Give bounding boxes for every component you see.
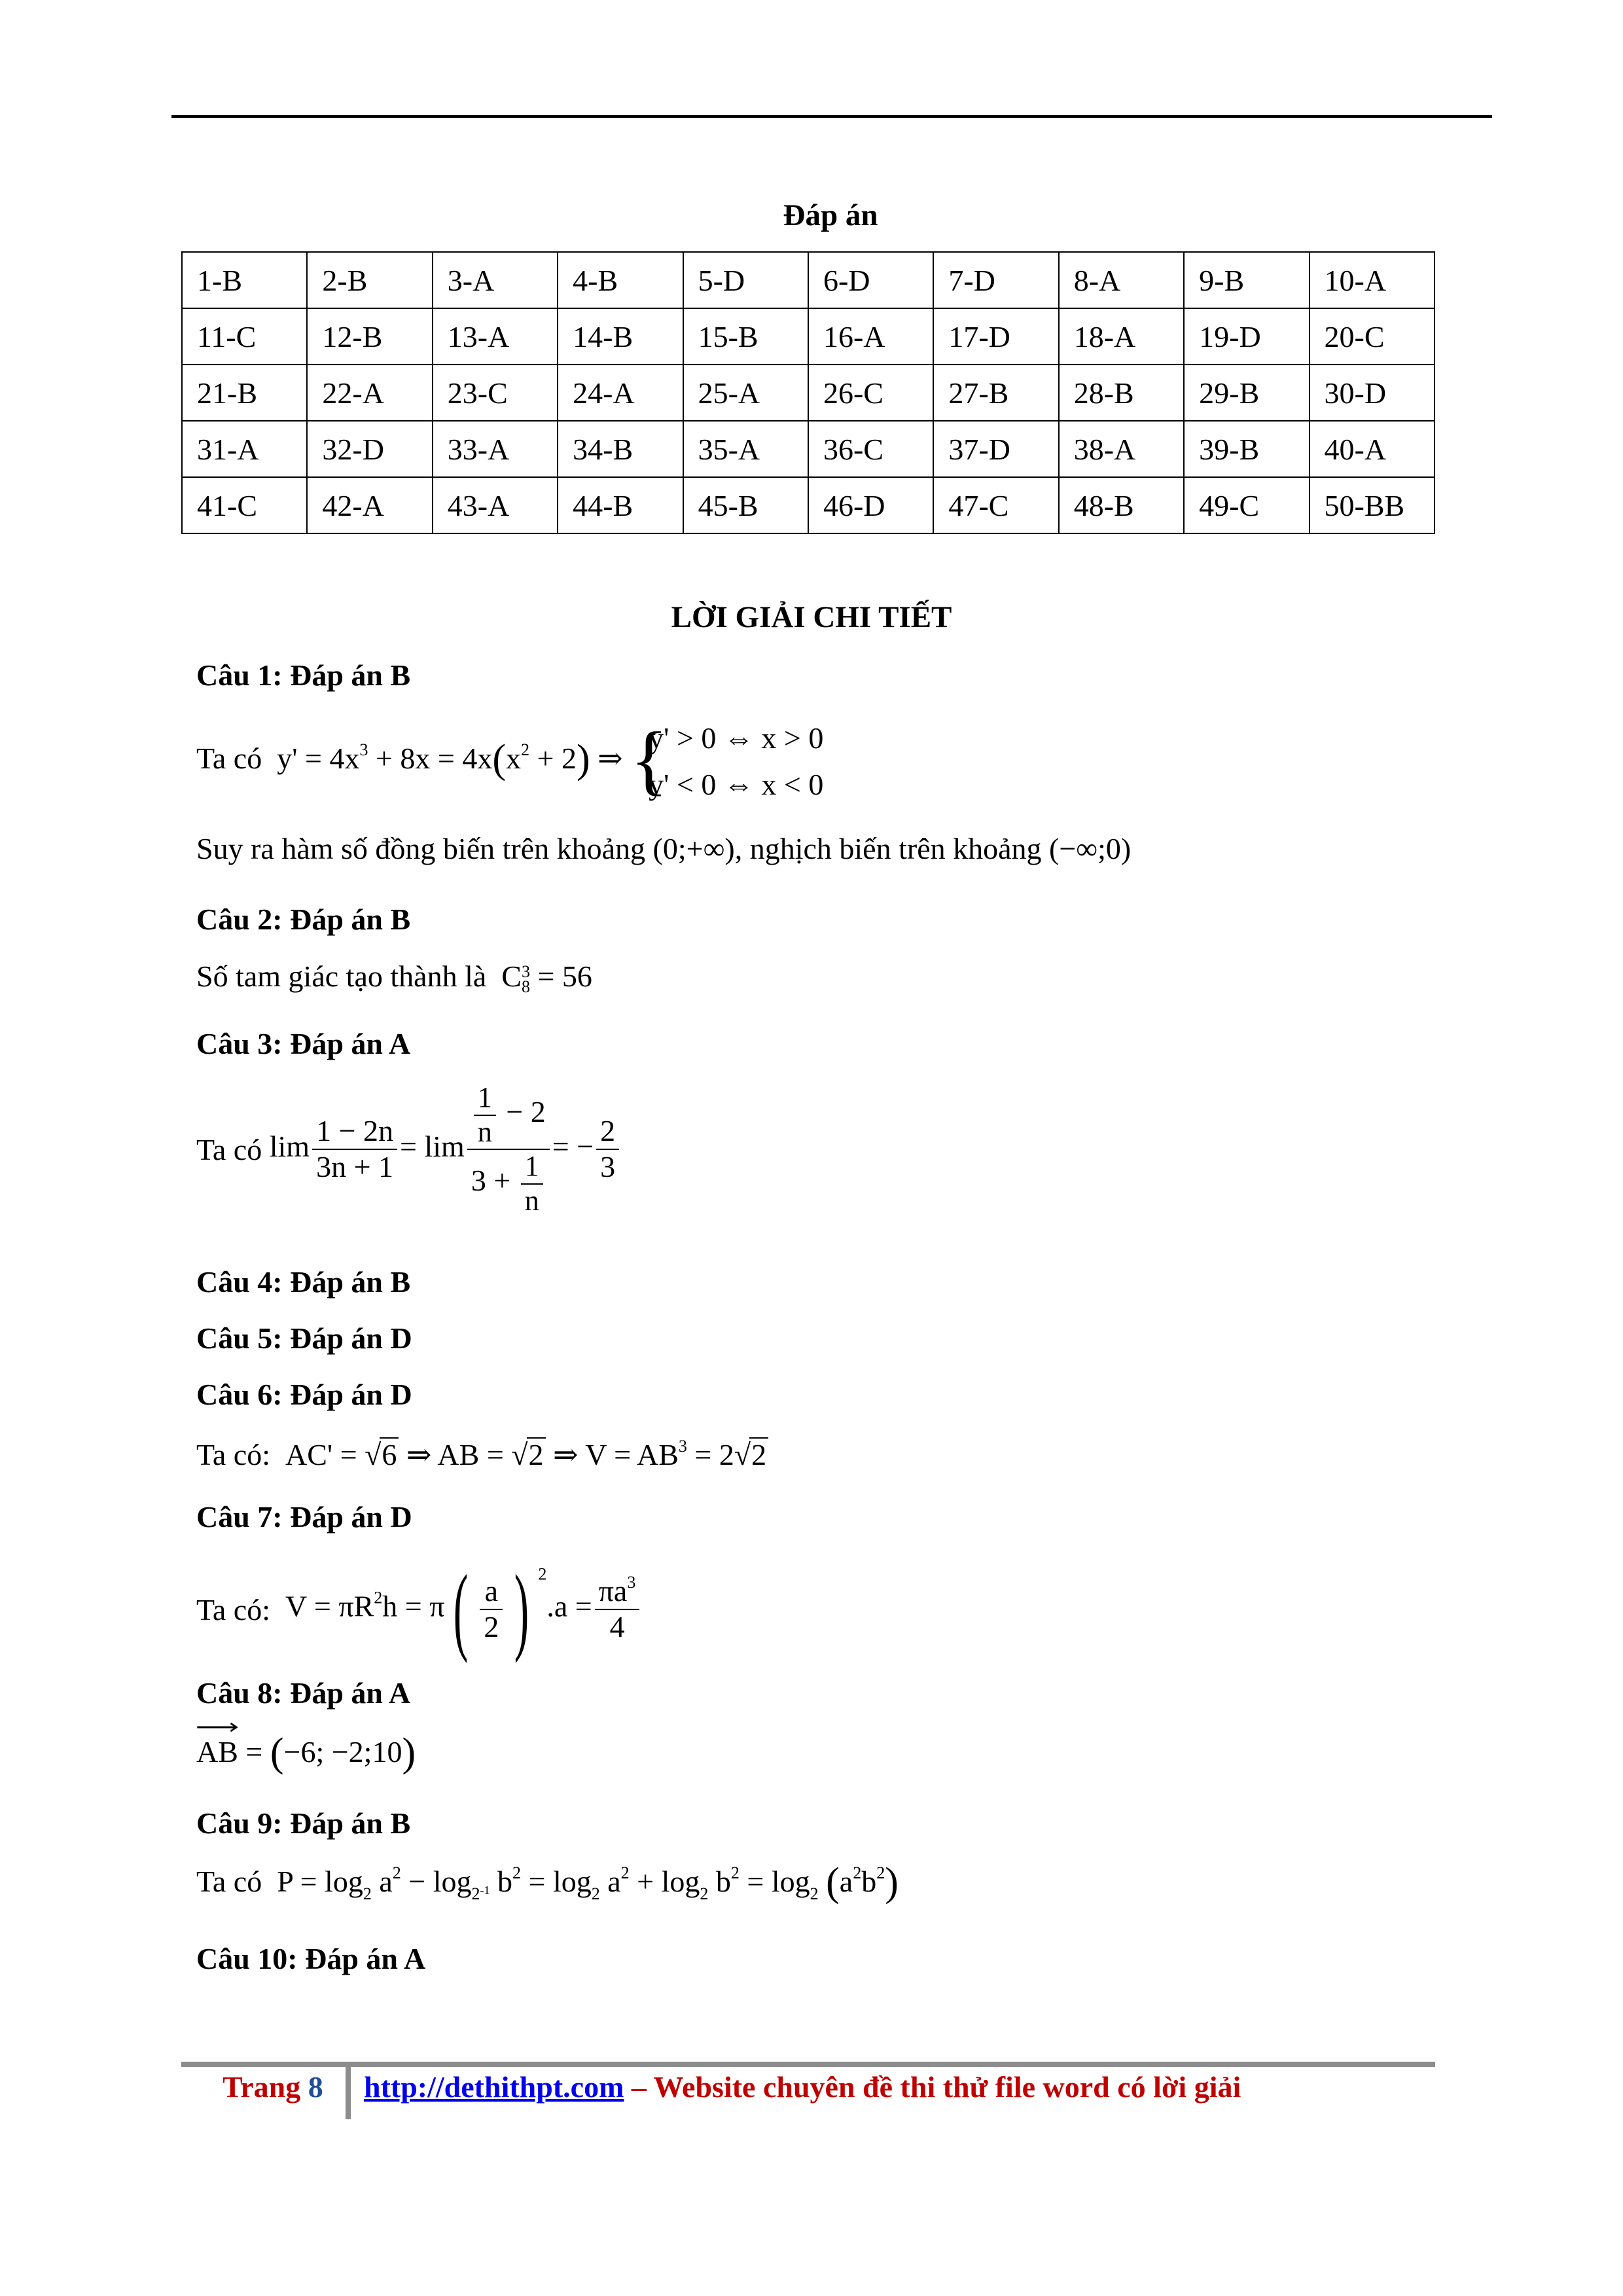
question-3-heading: Câu 3: Đáp án A <box>196 1027 411 1060</box>
answer-row <box>182 308 1435 365</box>
question-6-line <box>196 1437 768 1472</box>
answer-cell: 8-A <box>1059 252 1184 308</box>
answer-cell: 12-B <box>307 308 432 365</box>
answer-cell: 42-A <box>307 477 432 533</box>
q1-system-row-negative: y' < 0 ⇔ x < 0 <box>649 768 824 802</box>
answer-cell: 4-B <box>558 252 683 308</box>
question-3-limit-line <box>196 1081 622 1217</box>
footer-tagline: – Website chuyên đề thi thử file word có lời giải <box>624 2070 1241 2104</box>
answer-cell: 10-A <box>1310 252 1435 308</box>
footer-page-indicator <box>223 2070 323 2104</box>
answer-row <box>182 252 1435 308</box>
answer-cell: 44-B <box>558 477 683 533</box>
answer-cell: 47-C <box>933 477 1058 533</box>
answer-row <box>182 477 1435 533</box>
answer-cell: 33-A <box>433 421 558 477</box>
answer-cell: 15-B <box>683 308 808 365</box>
answer-cell: 48-B <box>1059 477 1184 533</box>
q3-limit-formula: lim $\frac{1 - 2n}{3n + 1}$ = lim $\frac{1}{n}$ − 2 3 + $\frac{1}{n}$ = − $\frac{2}{3}$ <box>270 1081 622 1217</box>
answer-cell: 5-D <box>683 252 808 308</box>
answer-cell: 14-B <box>558 308 683 365</box>
question-6-heading: Câu 6: Đáp án D <box>196 1378 412 1411</box>
answer-cell: 3-A <box>433 252 558 308</box>
answer-cell: 18-A <box>1059 308 1184 365</box>
answer-cell: 38-A <box>1059 421 1184 477</box>
q1-conclusion-dec: , nghịch biến trên khoảng <box>734 832 1042 865</box>
answer-cell: 29-B <box>1184 365 1309 421</box>
answer-cell: 17-D <box>933 308 1058 365</box>
answer-cell: 2-B <box>307 252 432 308</box>
question-9-line <box>196 1860 899 1905</box>
ta-co-label: Ta có <box>196 741 262 775</box>
footer-separator <box>346 2067 351 2119</box>
question-1-heading: Câu 1: Đáp án B <box>196 658 411 692</box>
q8-vector-formula: AB = (−6; −2;10) <box>196 1735 416 1768</box>
question-1-conclusion <box>196 831 1131 866</box>
q9-log-formula: $P = \log_2 a^2 - \log_{2^{-1}} b^2 = \log_2 a^2 + \log_2 b^2 = \log_2 (a^2b^2)$ <box>269 1860 899 1905</box>
answer-cell: 19-D <box>1184 308 1309 365</box>
q1-system-row-positive: y' > 0 ⇔ x > 0 <box>649 721 824 755</box>
q1-conclusion-inc: Suy ra hàm số đồng biến trên khoảng <box>196 832 646 865</box>
q7-cylinder-volume-formula: $V = \pi R^2h = \pi$( $\frac{a}{2}$ ) $^2$.a = $\frac{\pi a^3}{4}$ <box>278 1560 643 1659</box>
answer-cell: 24-A <box>558 365 683 421</box>
answer-cell: 40-A <box>1310 421 1435 477</box>
answer-cell: 35-A <box>683 421 808 477</box>
footer-link[interactable]: http://dethithpt.com <box>364 2070 624 2104</box>
answer-cell: 21-B <box>182 365 307 421</box>
question-4-heading: Câu 4: Đáp án B <box>196 1265 411 1299</box>
answer-cell: 9-B <box>1184 252 1309 308</box>
answer-cell: 25-A <box>683 365 808 421</box>
answer-cell: 37-D <box>933 421 1058 477</box>
question-2-line <box>196 959 592 995</box>
question-2-heading: Câu 2: Đáp án B <box>196 903 411 936</box>
ta-co-label: Ta có <box>196 1865 262 1898</box>
answer-cell: 49-C <box>1184 477 1309 533</box>
footer-page-number: 8 <box>308 2070 323 2104</box>
answer-cell: 27-B <box>933 365 1058 421</box>
q1-derivative-formula: $y' = 4x^3 + 8x = 4x(x^2 + 2)$ ⇒ <box>269 736 631 781</box>
question-7-heading: Câu 7: Đáp án D <box>196 1500 412 1534</box>
question-10-heading: Câu 10: Đáp án A <box>196 1942 426 1975</box>
footer-page-label: Trang <box>223 2070 301 2104</box>
answer-cell: 13-A <box>433 308 558 365</box>
answer-cell: 16-A <box>808 308 933 365</box>
header-rule <box>171 115 1492 118</box>
question-8-heading: Câu 8: Đáp án A <box>196 1676 411 1710</box>
answer-cell: 26-C <box>808 365 933 421</box>
answer-cell: 23-C <box>433 365 558 421</box>
ta-co-colon-label: Ta có: <box>196 1438 271 1471</box>
answer-cell: 41-C <box>182 477 307 533</box>
answer-cell: 50-BB <box>1310 477 1435 533</box>
q2-text: Số tam giác tạo thành là <box>196 960 487 993</box>
ta-co-label: Ta có <box>196 1132 262 1166</box>
answer-cell: 7-D <box>933 252 1058 308</box>
q6-cube-formula: AC' = √6 ⇒ AB = √2 ⇒ $V = AB^3 = 2√2$ <box>278 1438 769 1471</box>
answer-cell: 32-D <box>307 421 432 477</box>
answer-cell: 30-D <box>1310 365 1435 421</box>
answer-cell: 20-C <box>1310 308 1435 365</box>
answer-row <box>182 365 1435 421</box>
footer-rule <box>181 2062 1435 2067</box>
q1-sign-system: { y' > 0 ⇔ x > 0 y' < 0 ⇔ x < 0 <box>630 715 823 808</box>
question-1-derivative-line <box>196 715 823 808</box>
answer-cell: 43-A <box>433 477 558 533</box>
answer-cell: 39-B <box>1184 421 1309 477</box>
footer-website <box>364 2070 1241 2104</box>
question-9-heading: Câu 9: Đáp án B <box>196 1806 411 1840</box>
question-5-heading: Câu 5: Đáp án D <box>196 1321 412 1355</box>
question-7-line <box>196 1555 642 1664</box>
answer-cell: 1-B <box>182 252 307 308</box>
q2-combination-formula: C 3 8 = 56 <box>493 960 592 997</box>
answer-title: Đáp án <box>783 198 878 232</box>
answer-cell: 46-D <box>808 477 933 533</box>
answer-cell: 45-B <box>683 477 808 533</box>
answer-cell: 28-B <box>1059 365 1184 421</box>
answer-row <box>182 421 1435 477</box>
answer-cell: 36-C <box>808 421 933 477</box>
answer-cell: 31-A <box>182 421 307 477</box>
solutions-heading: LỜI GIẢI CHI TIẾT <box>671 600 952 634</box>
vector-ab: AB <box>196 1734 238 1769</box>
q1-interval-decreasing: (−∞;0) <box>1049 832 1132 865</box>
question-8-line <box>196 1731 416 1775</box>
ta-co-colon-label: Ta có: <box>196 1592 271 1626</box>
answer-cell: 11-C <box>182 308 307 365</box>
answer-table <box>181 251 1435 534</box>
answer-cell: 34-B <box>558 421 683 477</box>
q1-interval-increasing: (0;+∞) <box>652 832 735 865</box>
answer-cell: 22-A <box>307 365 432 421</box>
answer-cell: 6-D <box>808 252 933 308</box>
